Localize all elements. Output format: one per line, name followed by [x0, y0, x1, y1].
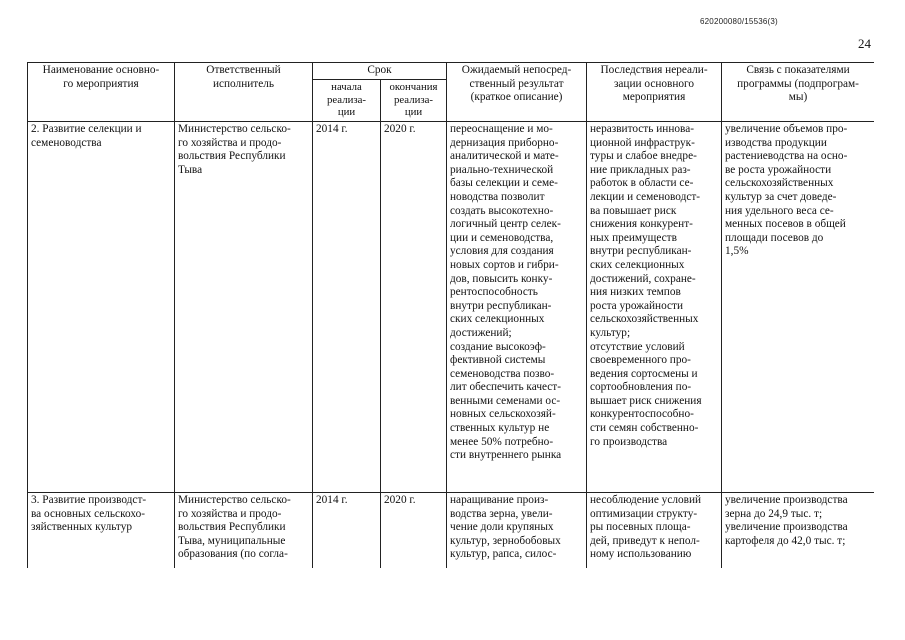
row-end-cell: 2020 г.	[381, 122, 447, 493]
row-expected-cell: наращивание произ- водства зерна, увели- чение доли крупяных культур, зернобобовых культур, рапса, силос-	[447, 493, 587, 569]
row-executor-cell: Министерство сельско- го хозяйства и продо- вольствия Республики Тыва, муниципальные образования (по согла-	[175, 493, 313, 569]
header-end: окончания реализа- ции	[381, 80, 447, 122]
header-row	[28, 63, 875, 80]
row-link-cell: увеличение производства зерна до 24,9 тыс. т; увеличение производства картофеля до 42,0 тыс. т;	[722, 493, 874, 569]
row-executor-cell: Министерство сельско- го хозяйства и продо- вольствия Республики Тыва	[175, 122, 313, 493]
header-start: начала реализа- ции	[313, 80, 381, 122]
row-name-cell: 3. Развитие производст- ва основных сельскохо- зяйственных культур	[28, 493, 175, 569]
measures-table-wrapper	[27, 62, 874, 568]
row-link-cell: увеличение объемов про- изводства продукции растениеводства на осно- ве роста урожайности сельскохозяйственных культур за счет доведе- ния удельного веса се- менных посевов в общей площади посевов до 1,5%	[722, 122, 874, 493]
measures-table	[27, 62, 874, 568]
table-row	[28, 493, 875, 569]
row-name-cell: 2. Развитие селекции и семеноводства	[28, 122, 175, 493]
row-start-cell: 2014 г.	[313, 122, 381, 493]
header-link: Связь с показателями программы (подпрограм- мы)	[722, 63, 874, 122]
row-consequences-cell: неразвитость иннова- ционной инфраструк- туры и слабое внедре- ние прикладных раз- работок в области се- лекции и семеноводст- ва повышает риск снижения конкурент- ных преимуществ внутри республикан- ских селекционных достижений, сохране- ния низких темпов роста урожайности сельскохозяйственных культур; отсутствие условий своевременного про- ведения сортосмены и сортообновления по- вышает риск снижения конкурентоспособно- сти семян собственно- го производства	[587, 122, 722, 493]
row-consequences-cell: несоблюдение условий оптимизации структу- ры посевных площа- дей, приведут к непол- ному использованию	[587, 493, 722, 569]
table-row	[28, 122, 875, 493]
header-consequences: Последствия нереали- зации основного мероприятия	[587, 63, 722, 122]
row-expected-cell: переоснащение и мо- дернизация приборно- аналитической и мате- риально-технической базы селекции и семе- новодства позволит создать высокотехно- логичный центр селек- ции и семеноводства, условия для создания новых сортов и гибри- дов, повысить конку- рентоспособность внутри республикан- ских селекционных достижений; создание высокоэф- фективной системы семеноводства позво- лит обеспечить качест- венными семенами ос- новных сельскохозяй- ственных культур не менее 50% потребно- сти внутреннего рынка	[447, 122, 587, 493]
row-start-cell: 2014 г.	[313, 493, 381, 569]
header-expected: Ожидаемый непосред- ственный результат (краткое описание)	[447, 63, 587, 122]
page-number: 24	[858, 36, 871, 51]
header-executor: Ответственный исполнитель	[175, 63, 313, 122]
header-name: Наименование основно- го мероприятия	[28, 63, 175, 122]
document-id: 620200080/15536(3)	[700, 17, 778, 26]
row-end-cell: 2020 г.	[381, 493, 447, 569]
header-term: Срок	[313, 63, 447, 80]
